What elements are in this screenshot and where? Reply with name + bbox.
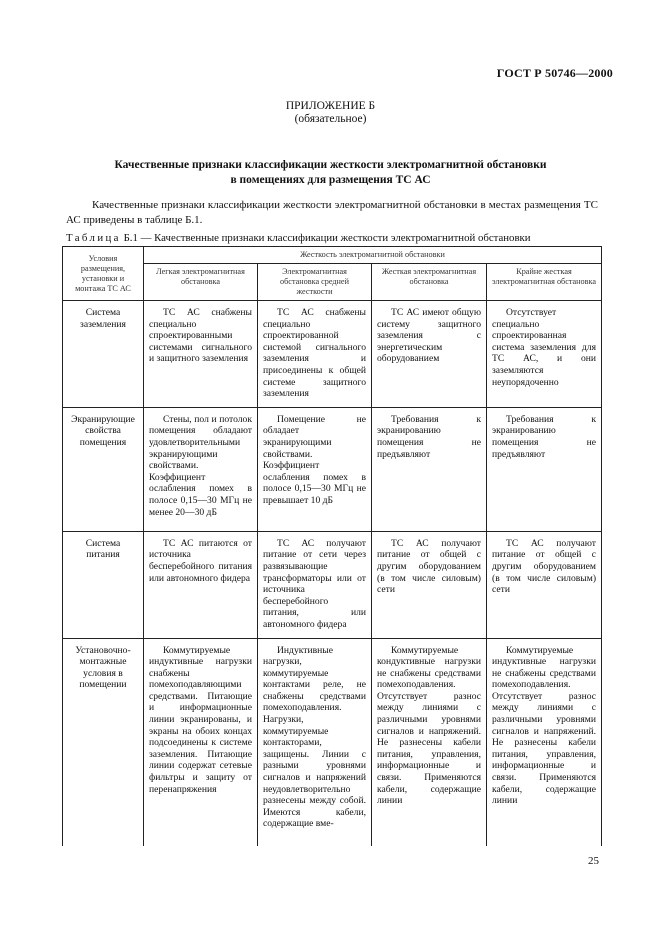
table-cell: Требования к экранированию помещения не предъявляют — [487, 407, 602, 531]
table-caption — [66, 232, 531, 244]
severity-header-extreme: Крайне жесткая электромагнитная обстановка — [487, 264, 602, 301]
table-cell: Помещение не обладает экранирующими свойствами. Коэффициент ослабления помех в полосе 0,15—30 МГц не превышает 10 дБ — [258, 407, 372, 531]
page-number: 25 — [588, 855, 599, 867]
table-cell: ТС АС получают питание от общей с другим оборудованием (в том числе силовым) сети — [487, 531, 602, 638]
table-cell: ТС АС имеют общую систему защитного заземления с энергетическим оборудованием — [372, 301, 487, 408]
classification-table — [62, 246, 602, 846]
table-cell: Отсутствует специально спроектированная система заземления для ТС АС, и они заземляются неупорядоченно — [487, 301, 602, 408]
condition-column-header: Условия размещения, установки и монтажа ТС АС — [63, 247, 144, 301]
table-cell: Коммутируемые индуктивные нагрузки снабжены помехоподавляющими средствами. Питающие и информационные линии экранированы, и экраны на обоих концах подсоединены к системе заземления. Питающие линии содержат сетевые фильтры и защиту от перенапряжения — [144, 638, 258, 846]
table-cell: ТС АС снабжены специально спроектированными системами сигнального и защитного заземления — [144, 301, 258, 408]
intro-paragraph: Качественные признаки классификации жесткости электромагнитной обстановки в местах размещения ТС АС приведены в таблице Б.1. — [66, 199, 598, 226]
table-row — [63, 531, 602, 638]
row-condition: Установочно-монтажные условия в помещении — [63, 638, 144, 846]
table-cell: ТС АС получают питание от сети через развязывающие трансформаторы или от источника бесперебойного питания, или автономного фидера — [258, 531, 372, 638]
table-caption-number: Б.1 — [123, 232, 138, 244]
severity-header-medium: Электромагнитная обстановка средней жесткости — [258, 264, 372, 301]
appendix-header — [0, 100, 661, 126]
table-cell: ТС АС питаются от источника бесперебойного питания или автономного фидера — [144, 531, 258, 638]
heading-line-1: Качественные признаки классификации жесткости электромагнитной обстановки — [114, 159, 547, 171]
severity-header-light: Легкая электромагнитная обстановка — [144, 264, 258, 301]
table-cell: Коммутируемые кондуктивные нагрузки не снабжены средствами помехоподавления. Отсутствует разнос между линиями с различными уровнями сигналов и напряжений. Не разнесены кабели питания, управления, информационные и связи. Применяются кабели, содержащие линии — [372, 638, 487, 846]
table-cell: Требования к экранированию помещения не предъявляют — [372, 407, 487, 531]
appendix-subtitle: (обязательное) — [294, 113, 367, 125]
table-caption-label: Таблица — [66, 232, 121, 244]
severity-header-severe: Жесткая электромагнитная обстановка — [372, 264, 487, 301]
row-condition: Система заземления — [63, 301, 144, 408]
table-caption-text: — Качественные признаки классификации жесткости электромагнитной обстановки — [137, 232, 531, 244]
row-condition: Экранирующие свойства помещения — [63, 407, 144, 531]
table-cell: Коммутируемые индуктивные нагрузки не снабжены средствами помехоподавления. Отсутствует разнос между линиями с различными уровнями сигналов и напряжений. Не разнесены кабели питания, управления, информационные и связи. Применяются кабели, содержащие линии — [487, 638, 602, 846]
severity-group-header: Жесткость электромагнитной обстановки — [144, 247, 602, 264]
row-condition: Система питания — [63, 531, 144, 638]
table-row — [63, 407, 602, 531]
table-cell: ТС АС получают питание от общей с другим оборудованием (в том числе силовым) сети — [372, 531, 487, 638]
table-cell: ТС АС снабжены специально спроектированной системой сигнального заземления и присоединены к общей системе защитного заземления — [258, 301, 372, 408]
heading-line-2: в помещениях для размещения ТС АС — [230, 174, 431, 186]
document-id: ГОСТ Р 50746—2000 — [496, 66, 613, 80]
table-row — [63, 638, 602, 846]
table-cell: Стены, пол и потолок помещения обладают удовлетворительными экранирующими свойствами. Коэффициент ослабления помех в полосе 0,15—30 МГц не менее 20—30 дБ — [144, 407, 258, 531]
table-cell: Индуктивные нагрузки, коммутируемые контактами реле, не снабжены средствами помехоподавления. Нагрузки, коммутируемые контакторами, защищены. Линии с разными уровнями сигналов и напряжений неудовлетворительно разнесены между собой. Имеются кабели, содержащие вме- — [258, 638, 372, 846]
appendix-title: ПРИЛОЖЕНИЕ Б — [285, 100, 376, 112]
table-row — [63, 301, 602, 408]
section-heading — [60, 158, 601, 188]
